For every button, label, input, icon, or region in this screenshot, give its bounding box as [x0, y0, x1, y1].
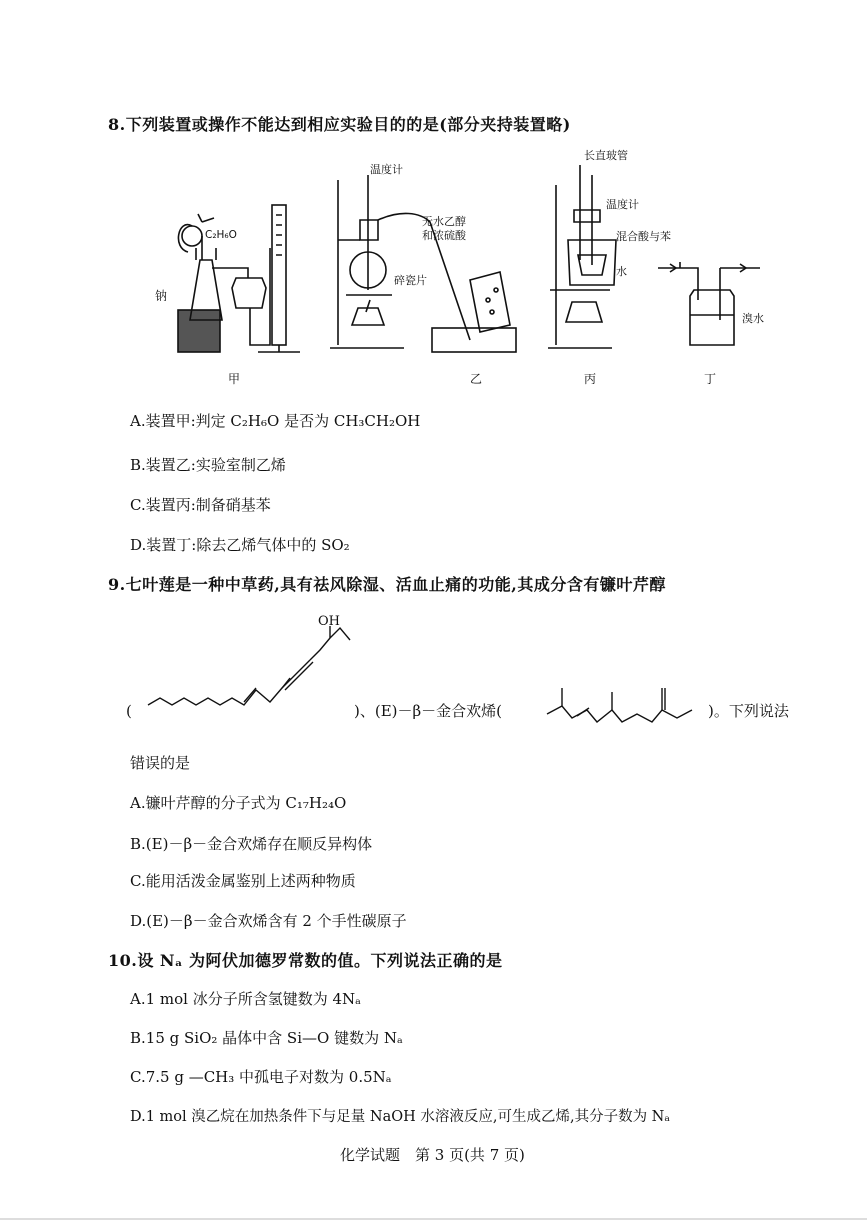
label-mixed-acid: 混合酸与苯	[616, 230, 671, 243]
bottom-divider	[0, 1218, 867, 1220]
page-footer: 化学试题 第 3 页(共 7 页)	[340, 1146, 525, 1164]
q10-option-a: A.1 mol 冰分子所含氢键数为 4Nₐ	[130, 990, 361, 1008]
label-ethanol-acid-1: 无水乙醇	[422, 215, 466, 228]
q10-stem: 10.设 Nₐ 为阿伏加德罗常数的值。下列说法正确的是	[108, 951, 503, 970]
apparatus-yi	[330, 175, 516, 352]
q8-option-d: D.装置丁:除去乙烯气体中的 SO₂	[130, 536, 350, 554]
q8-option-c: C.装置丙:制备硝基苯	[130, 496, 271, 514]
q9-option-b: B.(E)－β－金合欢烯存在顺反异构体	[130, 835, 373, 853]
q10-option-c: C.7.5 g —CH₃ 中孤电子对数为 0.5Nₐ	[130, 1068, 392, 1086]
label-thermometer: 温度计	[370, 163, 403, 176]
apparatus-ding	[658, 262, 760, 345]
q9-stem2: 错误的是	[130, 754, 191, 772]
q9-stem: 9.七叶莲是一种中草药,具有祛风除湿、活血止痛的功能,其成分含有镰叶芹醇	[108, 575, 666, 594]
q9-option-a: A.镰叶芹醇的分子式为 C₁₇H₂₄O	[130, 794, 347, 812]
label-c2h6o: C₂H₆O	[205, 229, 237, 241]
q9-option-c: C.能用活泼金属鉴别上述两种物质	[130, 872, 356, 890]
q8-option-b: B.装置乙:实验室制乙烯	[130, 456, 286, 474]
apparatus-jia	[178, 205, 300, 352]
label-sodium: 钠	[155, 289, 168, 303]
q9-tail-text: )。下列说法	[708, 702, 789, 720]
label-ethanol-acid-2: 和浓硫酸	[422, 229, 466, 242]
q10-option-d: D.1 mol 溴乙烷在加热条件下与足量 NaOH 水溶液反应,可生成乙烯,其分子数为 Nₐ	[130, 1109, 670, 1125]
label-long-tube: 长直玻管	[584, 149, 628, 162]
label-water: 水	[616, 265, 627, 278]
q9-option-d: D.(E)－β－金合欢烯含有 2 个手性碳原子	[130, 912, 407, 930]
q10-option-b: B.15 g SiO₂ 晶体中含 Si—O 键数为 Nₐ	[130, 1029, 403, 1047]
apparatus-bing	[548, 165, 616, 348]
label-bromine-water: 溴水	[742, 312, 764, 325]
q9-mid-text: )、(E)－β－金合欢烯(	[354, 702, 503, 720]
structure-farnesene	[542, 666, 702, 726]
caption-bing: 丙	[584, 372, 597, 386]
apparatus-figure	[0, 140, 867, 400]
label-porcelain: 碎瓷片	[394, 274, 427, 287]
caption-yi: 乙	[470, 372, 483, 386]
label-thermometer2: 温度计	[606, 198, 639, 211]
q9-oh: OH	[318, 614, 340, 629]
q9-open-paren: (	[126, 702, 132, 720]
caption-jia: 甲	[228, 372, 241, 386]
q8-stem: 8.下列装置或操作不能达到相应实验目的的是(部分夹持装置略)	[108, 115, 571, 134]
caption-ding: 丁	[704, 372, 717, 386]
q8-option-a: A.装置甲:判定 C₂H₆O 是否为 CH₃CH₂OH	[130, 412, 421, 430]
